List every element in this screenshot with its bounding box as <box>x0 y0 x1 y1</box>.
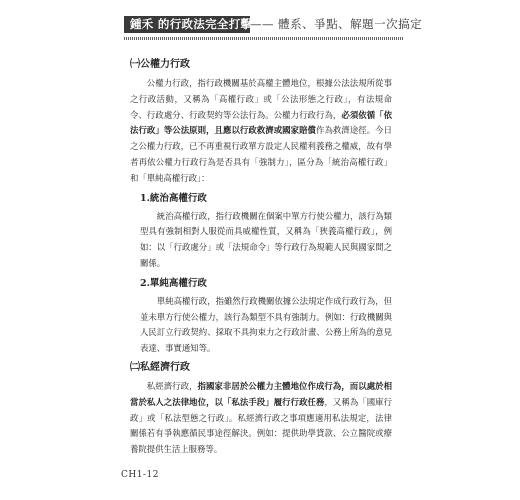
paragraph-text: 私經濟行政， <box>146 380 198 391</box>
paragraph-text: 公權力行政，指行政機關基於高權主體地位，根據公法法規所從事之行政活動，又稱為「高權行政」或「公法形態之行政」，有法規命令、行政處分、行政契約等公法行為。公權力行政行為， <box>130 78 392 120</box>
paragraph-text: 作為救濟途徑。今日之公權力行政，已不再重視行政單方設定人民權利義務之權威，故有學者再依公權力行政行為是否具有「強制力」，區分為「統治高權行政」和「單純高權行政」： <box>130 125 393 183</box>
paragraph-sovereign: 統治高權行政，指行政機關在個案中單方行使公權力，該行為類型具有強制相對人服從而具威權性質，又稱為「狹義高權行政」，例如：以「行政處分」或「法規命令」等行政行為規範人民與國家間之關係。 <box>140 210 392 268</box>
page-number: CH1-12 <box>121 470 159 480</box>
section-title-private-economy: ㈡私經濟行政 <box>130 361 190 373</box>
section-title-public-power: ㈠公權力行政 <box>130 59 190 70</box>
bold-text: 指國家非居於公權力主體地位作成行為，而以處於相當於私人之法律地位，以「私法手段」履行行政任務 <box>130 380 392 407</box>
main-content <box>130 58 392 460</box>
paragraph-simple: 單純高權行政，指雖然行政機關依據公法規定作成行政行為，但並未單方行使公權力，該行為類型不具有強制力。例如：行政機關與人民訂立行政契約、採取不具拘束力之行政計畫、公務上所為的意見表達、事實通知等。 <box>140 295 392 354</box>
paragraph-text: ，又稱為「國庫行政」或「私法型態之行政」。私經濟行政之事項應適用私法規定，法律關係若有爭執應循民事途徑解決。例如：提供助學貸款、公立醫院或療養院提供生活上服務等。 <box>130 396 393 455</box>
subsection-title-sovereign: 1.統治高權行政 <box>140 192 207 204</box>
book-title-box: 鍾禾 的行政法完全打擊（上） <box>124 16 250 33</box>
subsection-title-simple: 2.單純高權行政 <box>140 277 207 289</box>
bold-text: 必須依循「依法行政」等公法原則，且應以行政救濟或國家賠償 <box>130 109 393 136</box>
book-subtitle: —— 體系、爭點、解題一次搞定 <box>250 17 423 31</box>
paragraph-public-power <box>130 76 392 187</box>
paragraph-private-economy <box>130 379 392 458</box>
running-header <box>0 8 520 34</box>
header-dotted-rule <box>124 37 404 40</box>
